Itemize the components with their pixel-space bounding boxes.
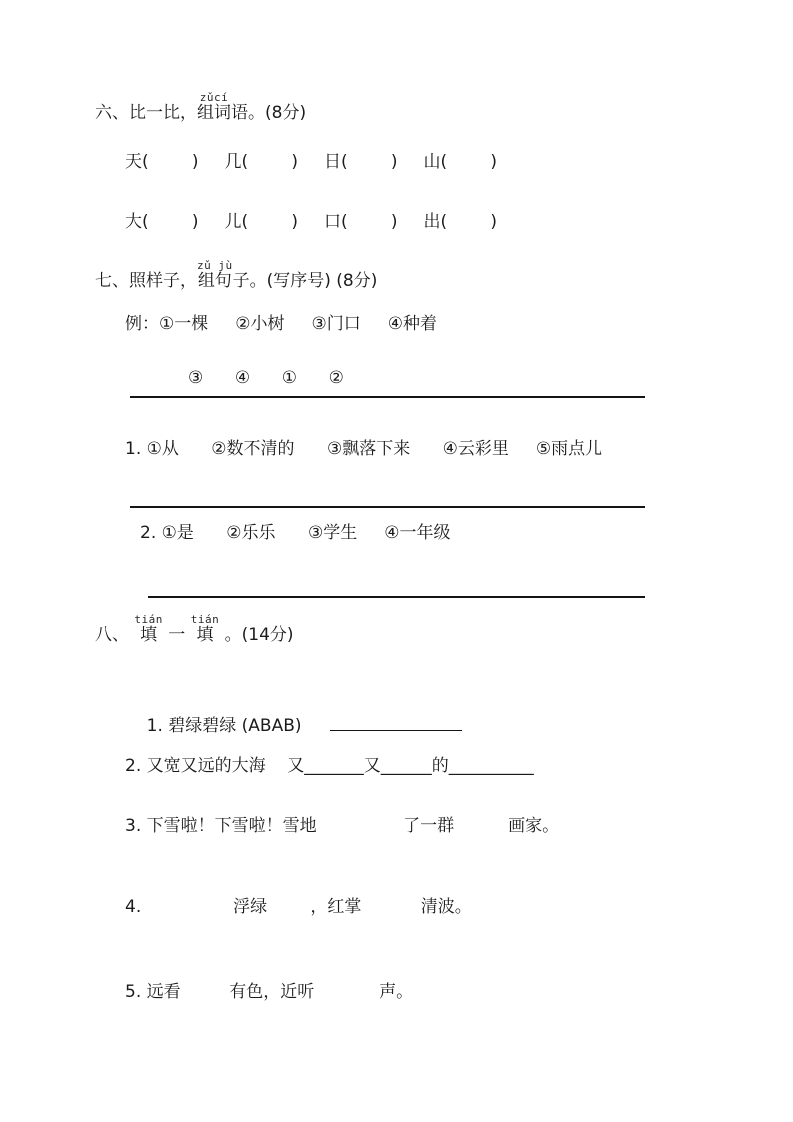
answer-rule-line-1	[130, 506, 645, 508]
section-eight-heading-prefix: 八、	[95, 625, 135, 646]
word-pair-cell: 天( )	[125, 152, 199, 172]
fill-item-4: 4. 浮绿 ，红掌 清波。	[125, 897, 472, 917]
word-pair-cell: 口( )	[324, 212, 398, 232]
example-answer-line: ③ ④ ① ②	[130, 368, 645, 398]
word-pair-cell: 出( )	[423, 212, 497, 232]
section-eight-ruby-1: tián 填	[134, 613, 163, 646]
pinyin-annotation: tián	[134, 613, 163, 626]
section-six-heading-prefix: 六、比一比，	[95, 103, 197, 124]
section-eight-heading-suffix: 。(14分)	[219, 625, 294, 646]
section-seven-heading-prefix: 七、照样子，	[95, 271, 197, 292]
section-six-heading-suffix: 语。(8分)	[231, 103, 307, 124]
word-pair-cell: 几( )	[224, 152, 298, 172]
pinyin-annotation: zǔ jù	[197, 259, 233, 272]
pinyin-annotation: zǔcí	[199, 91, 229, 104]
word-pair-cell: 日( )	[324, 152, 398, 172]
section-eight-ruby-2: tián 填	[190, 613, 220, 646]
example-sentence: 例：①一棵 ②小树 ③门口 ④种着	[125, 314, 438, 334]
word-pair-cell: 大( )	[125, 212, 199, 232]
section-eight-heading	[95, 614, 294, 646]
sentence-item-1: 1. ①从 ②数不清的 ③飘落下来 ④云彩里 ⑤雨点儿	[125, 439, 603, 459]
fill-item-2: 2. 又宽又远的大海 又_______又______的__________	[125, 756, 534, 776]
fill-item-3: 3. 下雪啦！下雪啦！雪地 了一群 画家。	[125, 816, 560, 836]
section-seven-heading	[95, 260, 377, 292]
answer-blank-line	[330, 713, 462, 731]
word-pair-cell: 山( )	[423, 152, 497, 172]
section-seven-heading-suffix: 子。(写序号) (8分)	[232, 271, 378, 292]
sentence-item-2: 2. ①是 ②乐乐 ③学生 ④一年级	[140, 523, 451, 543]
fill-item-5: 5. 远看 有色，近听 声。	[125, 982, 414, 1002]
word-pair-cell: 儿( )	[224, 212, 298, 232]
section-seven-ruby: zǔ jù 组句	[197, 259, 233, 292]
word-pair-row-2	[125, 207, 497, 232]
fill-item-1-text: 1. 碧绿碧绿 (ABAB)	[146, 715, 302, 736]
section-six-ruby: zǔcí 组词	[197, 91, 231, 124]
section-eight-heading-mid: 一	[162, 625, 191, 646]
section-six-heading	[95, 92, 306, 124]
pinyin-annotation: tián	[190, 613, 220, 626]
word-pair-row-1	[125, 147, 497, 172]
answer-rule-line-2	[148, 596, 645, 598]
fill-item-1	[125, 690, 462, 761]
